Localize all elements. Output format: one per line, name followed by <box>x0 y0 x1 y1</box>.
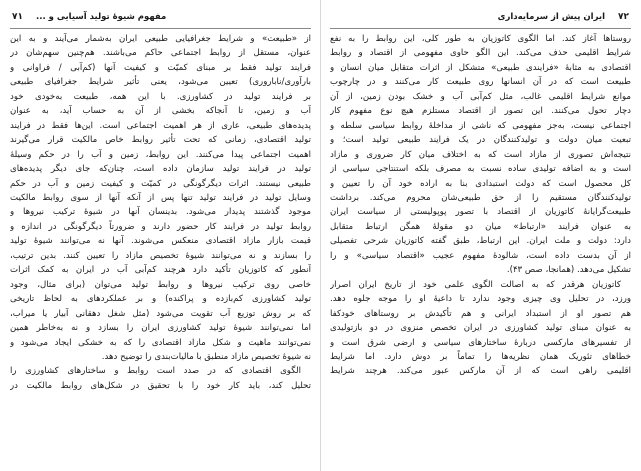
right-running-title: ایران پیش از سرمایه‌داری <box>497 12 605 22</box>
text-line: دارد: دولت و ملت ایران. این ارتباط، طبق گفته کاتوزیان شرحی تفصیلی <box>330 236 631 247</box>
text-line: از آن بدست داده است، شالودهٔ مفهوم عجیب «اقتصاد سیاسی» و را <box>330 250 631 261</box>
text-line: تولید در فرایند تولید سازمان داده است، چنان‌که جای دیگر پدیده‌های <box>10 164 311 175</box>
text-line: اقلیمی راهی است که از آن مارکس عبور می‌کند. هرچند شرایط <box>330 366 631 377</box>
text-line: به عنوان مبنای تولید کشاورزی در ایران تخصص منزوی در دو بازتولیدی <box>330 323 631 334</box>
text-line: هم تصور او از استبداد ایرانی و هم تأکیدش بر روستاهای خودکفا <box>330 308 631 319</box>
text-line: خطاهای تئوریک همان نظریه‌ها را تماماً بر دوش دارد. اما شرایط <box>330 351 631 362</box>
text-line: دچار تحول می‌کنند. این تصور از اقتصاد مستلزم هیچ نوع مفهوم کار <box>330 106 631 117</box>
text-line: اجتماعی نیست، به‌جز مفهومی که ناشی از مداخلهٔ روابط سیاسی سلطه و <box>330 120 631 131</box>
left-page-header <box>10 10 311 28</box>
text-line: خاصی روی ترکیب نیروها و روابط تولید می‌توان (برای مثال، وجود <box>10 279 311 290</box>
text-line: موجود گذشتند پدیدار می‌شود. بدینسان آنها در شیوهٔ ترکیب نیروها و <box>10 207 311 218</box>
text-line: فرایند تولید فقط بر مبنای کمیّت و کیفیت آنها (کم‌آبی / فراوانی و <box>10 62 311 73</box>
text-line: از تفسیرهای مارکسی دربارهٔ ساختارهای سیاسی و ارضی شرق است و <box>330 337 631 348</box>
text-line: کاتوزیان هرقدر که به اصالت الگوی علمی خود از تاریخ ایران اصرار <box>330 279 621 290</box>
left-page <box>0 0 319 471</box>
text-line: طبیعی نیستند. اثرات دیگرگونگی در کمیّت و کیفیت زمین و آب در حکم <box>10 178 311 189</box>
text-line: اهمیت اجتماعی پیدا می‌کنند. این روابط، زمین و آب را در حکم وسیلهٔ <box>10 149 311 160</box>
text-line: قیمت بازار مازاد اقتصادی منعکس می‌شوند. آنها نه می‌توانند شیوهٔ تولید <box>10 236 311 247</box>
page-gutter <box>320 0 321 471</box>
text-line: است و به اضافه تولیدی ساده نسبت به مصرف بلکه استنتاجی سیاسی از <box>330 164 631 175</box>
left-header-rule <box>10 28 311 29</box>
text-line: نه شیوهٔ تخصیص مازاد منطبق با مالیات‌بندی را توضیح دهد. <box>101 351 311 362</box>
left-page-body <box>10 32 311 393</box>
right-page-number: ۷۲ <box>618 12 629 22</box>
text-line: اما نمی‌توانند شیوهٔ تولید کشاورزی ایران را بسازد و نه به‌خاطر همین <box>10 323 311 334</box>
text-line: نمی‌توانند ماهیت و شکل مازاد اقتصادی را که به خشکی ایجاد می‌شود و <box>10 337 311 348</box>
text-line: نتیجه‌اش تصوری از مازاد است که به اختلاف میان کار ضروری و مازاد <box>330 149 631 160</box>
right-page-body <box>330 32 631 379</box>
text-line: طبیعت است که در آن انسانها روی طبیعت کار می‌کنند و در چارچوب <box>330 77 631 88</box>
text-line: تولید اقتصادی، زمانی که تحت تأثیر روابط خاص مالکیت قرار می‌گیرند <box>10 135 311 146</box>
text-line: بارآوری/ناباروری) تعیین می‌شود، یعنی تأثیر شرایط جغرافیای طبیعی <box>10 77 311 88</box>
text-line: بر فرایند تولید در کشاورزی. با این همه، طبیعت به‌خودی خود <box>10 91 311 102</box>
text-line: شرایط اقلیمی حذف می‌کند. این الگو حاوی مفهومی از اقتصاد و روابط <box>330 48 631 59</box>
text-line: از «طبیعت» و شرایط جغرافیایی طبیعی ایران به‌شمار می‌آیند و به این <box>10 34 311 44</box>
text-line: تولیدکنندگان مستقیم را از حق طبیعی‌شان محروم می‌کند. برداشت <box>330 192 631 203</box>
right-page-header <box>330 10 631 28</box>
text-line: آنطور که کاتوزیان تأکید دارد هرچند کم‌آبی آب در ایران به کمک اثرات <box>10 265 311 276</box>
text-line: پدیده‌های طبیعی، عاری از هر اهمیت اجتماعی است. این‌ها فقط در فرایند <box>10 120 311 131</box>
text-line: ورزد، در تحلیل وی چیزی وجود ندارد تا داعیهٔ او را موجه جلوه دهد. <box>330 294 631 305</box>
text-line: کل محصول است که دولت استبدادی بنا به اراده خود آن را تعیین و <box>330 178 631 189</box>
text-line: طبیعت‌گرایانهٔ کاتوزیان از اقتصاد با تصور پوپولیستی از سیاست ایران <box>330 207 631 218</box>
text-line: موانع شرایط اقلیمی غالب، مثل کم‌آبی آب و خشک بودن زمین، از آن <box>330 91 631 102</box>
text-line: آب و زمین، تا آنجاکه بخشی از آن به حساب آید، به عنوان <box>10 106 311 117</box>
right-header-rule <box>330 28 631 29</box>
left-running-title: مفهوم شیوهٔ تولید آسیایی و ... <box>36 12 167 22</box>
text-line: روابط تولید در فرایند کار حضور دارند و ضرورتاً دیگرگونگی در اندازه و <box>10 221 311 232</box>
right-page <box>322 0 641 471</box>
text-line: روستاها آغاز کند. اما الگوی کاتوزیان به طور کلی، این روابط را به نفع <box>330 34 631 44</box>
text-line: اقتصادی به مثابهٔ «فرایندی طبیعی» متشکل از اثرات متقابل میان انسان و <box>330 62 631 73</box>
text-line: تولید کشاورزی کم‌بازده و پراکنده) و بر عملکرد‌های به لحاظ تاریخی <box>10 294 311 305</box>
text-line: وسایل تولید در فرایند تولید تنها پس از آنکه آنها از سوی روابط مالکیت <box>10 192 311 203</box>
text-line: به عنوان فرایند «ارتباط» میان دو مقولهٔ همگن ارتباط متقابل <box>330 221 631 232</box>
text-line: تحلیل کند، باید کار خود را با تحقیق در شکل‌های روابط مالکیت در <box>10 380 311 391</box>
text-line: عنوان، مستقل از روابط اجتماعی حاکم می‌باشند. هم‌چنین سهم‌شان در <box>10 48 311 59</box>
text-line: تبعیت میان دولت و تولیدکنندگان در یک فرایند طبیعی تولید است؛ و <box>330 135 631 146</box>
left-page-number: ۷۱ <box>12 12 23 22</box>
text-line: تشکیل می‌دهد. (همانجا، صص ۴۳). <box>506 265 631 276</box>
text-line: که بر روش توزیع آب تقویت می‌شود (مثل شغل دهقانی آبیار یا میراب، <box>10 308 311 319</box>
text-line: الگوی اقتصادی که در صدد است روابط و ساختارهای کشاورزی را <box>10 366 301 377</box>
text-line: را بسازند و نه می‌توانند شیوهٔ تخصیص مازاد را تعیین کنند. بدین ترتیب، <box>10 250 311 261</box>
